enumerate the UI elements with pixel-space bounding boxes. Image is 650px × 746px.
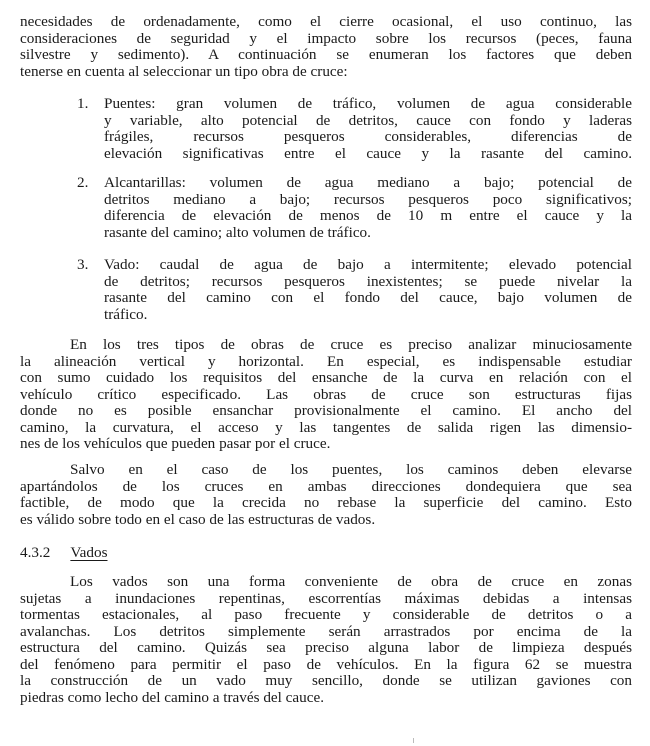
text-line: Vado: caudal de agua de bajo a intermitente; elevado potencial <box>104 256 632 273</box>
list-number: 2. <box>77 174 89 191</box>
text-line: la alineación vertical y horizontal. En especial, es indispensable estudiar <box>20 352 632 370</box>
text-line: apartándolos de los cruces en ambas direcciones dondequiera que sea <box>20 477 632 495</box>
section-title: Vados <box>70 544 108 561</box>
text-line: frágiles, recursos pesqueros considerables, diferencias de <box>104 128 632 145</box>
text-line: consideraciones de seguridad y el impacto sobre los recursos (peces, fauna <box>20 29 632 47</box>
text-line: de detritos; recursos pesqueros inexistentes; se puede nivelar la <box>104 272 632 290</box>
text-line: tráfico. <box>104 305 148 323</box>
text-line: con sumo cuidado los requisitos del ensanche de la curva en relación con el <box>20 369 632 386</box>
text-line: la construcción de un vado muy sencillo, donde se utilizan gaviones con <box>20 672 632 689</box>
text-line: tormentas estacionales, al paso frecuente y considerable de detritos o a <box>20 606 632 623</box>
list-item <box>77 256 632 323</box>
list-item <box>77 174 632 241</box>
text-line: rasante del camino; alto volumen de tráfico. <box>104 223 371 241</box>
section-number: 4.3.2 <box>20 544 51 561</box>
text-line: Puentes: gran volumen de tráfico, volumen de agua considerable <box>104 95 632 112</box>
text-line: camino, la curvatura, el acceso y las tangentes de salida rigen las dimensio- <box>20 418 632 436</box>
text-line: y variable, alto potencial de detritos, cauce con fondo y laderas <box>104 111 632 129</box>
text-line: estructura del camino. Quizás sea preciso alguna labor de limpieza después <box>20 639 632 656</box>
text-line: silvestre y sedimento). A continuación se enumeran los factores que deben <box>20 46 632 63</box>
paragraph-vados <box>20 574 632 706</box>
text-line: elevación significativas entre el cauce y la rasante del camino. <box>104 144 632 162</box>
text-line: detritos mediano a bajo; recursos pesqueros poco significativos; <box>104 190 632 208</box>
paragraph-alignment <box>20 337 632 453</box>
scan-speck <box>413 738 414 743</box>
section-heading <box>20 545 108 562</box>
text-line: vehículo crítico especificado. Las obras de cruce son estructuras fijas <box>20 385 632 403</box>
text-line: En los tres tipos de obras de cruce es preciso analizar minuciosamente <box>70 336 632 353</box>
text-line: necesidades de ordenadamente, como el cierre ocasional, el uso continuo, las <box>20 13 632 30</box>
text-line: tenerse en cuenta al seleccionar un tipo obra de cruce: <box>20 62 348 80</box>
text-line: del fenómeno para permitir el paso de vehículos. En la figura 62 se muestra <box>20 655 632 673</box>
text-line: sujetas a inundaciones repentinas, escorrentías máximas debidas a intensas <box>20 589 632 607</box>
text-line: rasante del camino con el fondo del cauce, bajo volumen de <box>104 289 632 306</box>
text-line: donde no es posible ensanchar provisionalmente el camino. El ancho del <box>20 402 632 419</box>
list-number: 3. <box>77 256 89 273</box>
text-line: Salvo en el caso de los puentes, los caminos deben elevarse <box>70 461 632 478</box>
text-line: diferencia de elevación de menos de 10 m entre el cauce y la <box>104 207 632 224</box>
text-line: Los vados son una forma conveniente de obra de cruce en zonas <box>70 573 632 590</box>
list-number: 1. <box>77 95 89 112</box>
list-item <box>77 95 632 162</box>
text-line: Alcantarillas: volumen de agua mediano a bajo; potencial de <box>104 174 632 191</box>
paragraph-intro <box>20 14 632 80</box>
text-line: es válido sobre todo en el caso de las estructuras de vados. <box>20 510 376 528</box>
text-line: nes de los vehículos que pueden pasar por el cruce. <box>20 435 331 452</box>
text-line: piedras como lecho del camino a través del cauce. <box>20 688 325 706</box>
paragraph-elevation <box>20 462 632 528</box>
text-line: avalanchas. Los detritos simplemente serán arrastrados por encima de la <box>20 622 632 640</box>
text-line: factible, de modo que la crecida no rebase la superficie del camino. Esto <box>20 494 632 511</box>
